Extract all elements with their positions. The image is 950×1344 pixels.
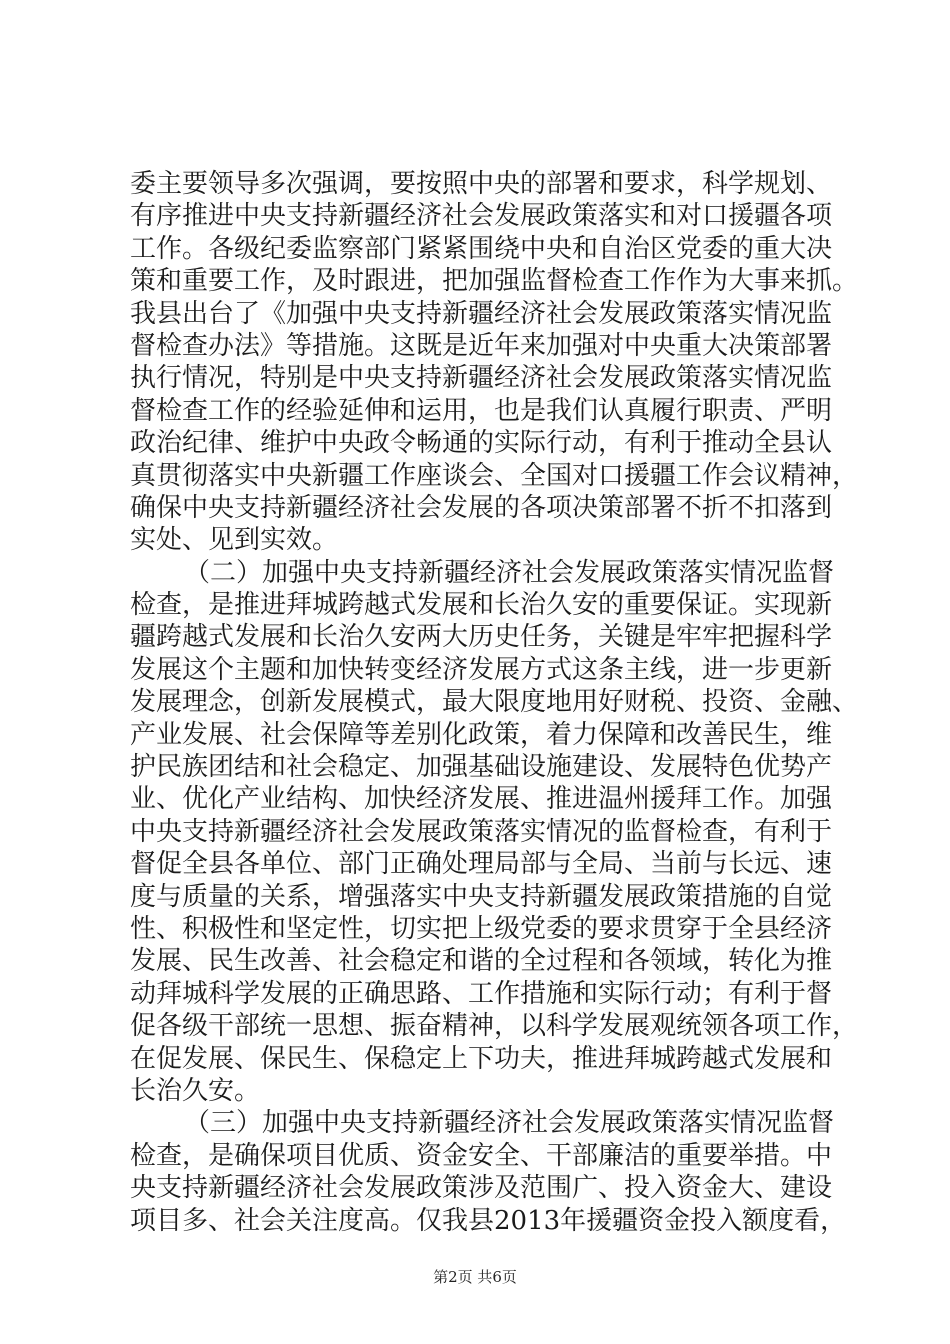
text-line: 政治纪律、维护中央政令畅通的实际行动，有利于推动全县认 — [130, 428, 833, 459]
text-line: 促各级干部统一思想、振奋精神，以科学发展观统领各项工作， — [130, 1011, 859, 1042]
text-line: 发展、民生改善、社会稳定和谐的全过程和各领域，转化为推 — [130, 946, 833, 977]
text-line: 在促发展、保民生、保稳定上下功夫，推进拜城跨越式发展和 — [130, 1043, 833, 1074]
text-line: 度与质量的关系，增强落实中央支持新疆发展政策措施的自觉 — [130, 881, 833, 912]
page-number-footer: 第2页 共6页 — [433, 1268, 517, 1286]
text-line: 项目多、社会关注度高。仅我县2013年援疆资金投入额度看， — [130, 1205, 847, 1236]
text-line: 护民族团结和社会稳定、加强基础设施建设、发展特色优势产 — [130, 752, 833, 783]
document-body — [130, 168, 859, 1237]
text-line: 督检查办法》等措施。这既是近年来加强对中央重大决策部署 — [130, 330, 833, 361]
text-line: 检查，是推进拜城跨越式发展和长治久安的重要保证。实现新 — [130, 590, 833, 621]
text-line: 发展这个主题和加快转变经济发展方式这条主线，进一步更新 — [130, 654, 833, 685]
text-line: 产业发展、社会保障等差别化政策，着力保障和改善民生，维 — [130, 719, 833, 750]
text-line: 发展理念，创新发展模式，最大限度地用好财税、投资、金融、 — [130, 687, 859, 718]
text-line: 动拜城科学发展的正确思路、工作措施和实际行动；有利于督 — [130, 978, 833, 1009]
text-line: 策和重要工作，及时跟进，把加强监督检查工作作为大事来抓。 — [130, 266, 859, 297]
text-line: 我县出台了《加强中央支持新疆经济社会发展政策落实情况监 — [130, 298, 833, 329]
text-line: 督促全县各单位、部门正确处理局部与全局、当前与长远、速 — [130, 849, 833, 880]
text-line: 央支持新疆经济社会发展政策涉及范围广、投入资金大、建设 — [130, 1173, 833, 1204]
text-line: 疆跨越式发展和长治久安两大历史任务，关键是牢牢把握科学 — [130, 622, 833, 653]
paragraph-heading-3: （三）加强中央支持新疆经济社会发展政策落实情况监督 — [184, 1108, 835, 1139]
text-line: 实处、见到实效。 — [130, 525, 339, 556]
text-line: 执行情况，特别是中央支持新疆经济社会发展政策落实情况监 — [130, 363, 833, 394]
text-line: 业、优化产业结构、加快经济发展、推进温州援拜工作。加强 — [130, 784, 833, 815]
text-line: 工作。各级纪委监察部门紧紧围绕中央和自治区党委的重大决 — [130, 233, 833, 264]
text-line: 确保中央支持新疆经济社会发展的各项决策部署不折不扣落到 — [130, 492, 833, 523]
text-line: 有序推进中央支持新疆经济社会发展政策落实和对口援疆各项 — [130, 201, 833, 232]
paragraph-heading-2: （二）加强中央支持新疆经济社会发展政策落实情况监督 — [184, 557, 835, 588]
text-line: 长治久安。 — [130, 1075, 261, 1106]
text-line: 中央支持新疆经济社会发展政策落实情况的监督检查，有利于 — [130, 816, 833, 847]
text-line: 委主要领导多次强调，要按照中央的部署和要求，科学规划、 — [130, 169, 833, 199]
text-line: 真贯彻落实中央新疆工作座谈会、全国对口援疆工作会议精神， — [130, 460, 859, 491]
text-line: 性、积极性和坚定性，切实把上级党委的要求贯穿于全县经济 — [130, 913, 833, 944]
text-line: 督检查工作的经验延伸和运用，也是我们认真履行职责、严明 — [130, 395, 833, 426]
text-line: 检查，是确保项目优质、资金安全、干部廉洁的重要举措。中 — [130, 1140, 833, 1171]
